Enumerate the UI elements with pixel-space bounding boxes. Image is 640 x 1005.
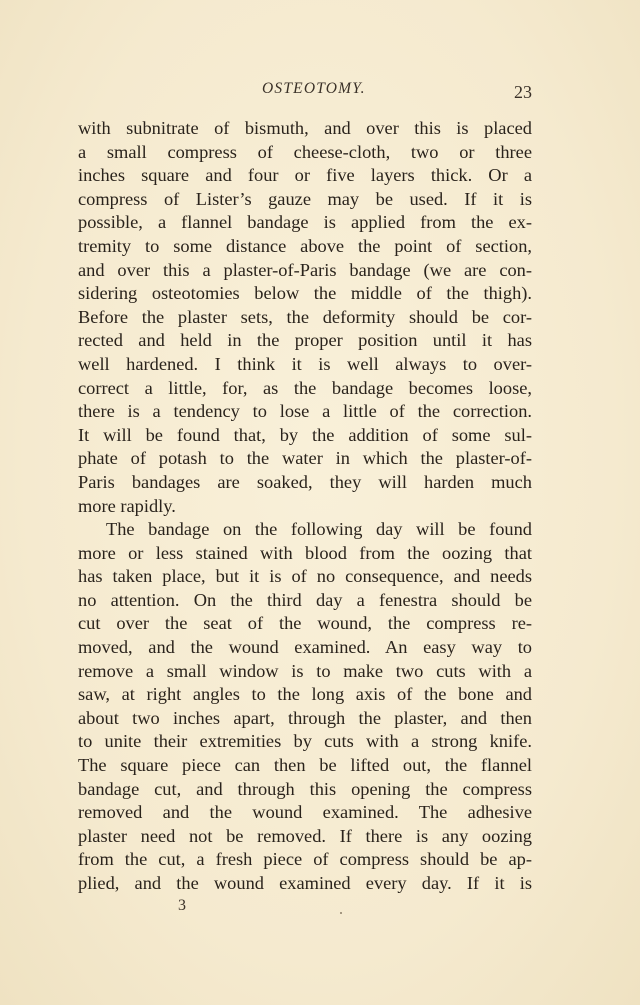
paper-speck bbox=[340, 912, 342, 914]
paragraph-start-line: The bandage on the following day will be found bbox=[106, 519, 532, 540]
text-line: It will be found that, by the addition of some sul- bbox=[78, 424, 532, 445]
text-line: cut over the seat of the wound, the compress re- bbox=[78, 613, 532, 634]
text-line: about two inches apart, through the plaster, and then bbox=[78, 707, 532, 728]
text-line: The square piece can then be lifted out, the flannel bbox=[78, 755, 532, 776]
text-line: compress of Lister’s gauze may be used. If it is bbox=[78, 188, 532, 209]
text-line: a small compress of cheese-cloth, two or three bbox=[78, 141, 532, 162]
text-line: moved, and the wound examined. An easy way to bbox=[78, 637, 532, 658]
text-line: Paris bandages are soaked, they will harden much bbox=[78, 471, 532, 492]
text-line: from the cut, a fresh piece of compress should be ap- bbox=[78, 849, 532, 870]
page-number: 23 bbox=[514, 82, 532, 102]
text-line: to unite their extremities by cuts with a strong knife. bbox=[78, 731, 532, 752]
text-line: has taken place, but it is of no consequence, and needs bbox=[78, 566, 532, 587]
running-title: OSTEOTOMY. bbox=[262, 80, 366, 97]
text-line: plaster need not be removed. If there is any oozing bbox=[78, 825, 532, 846]
text-line: there is a tendency to lose a little of the correction. bbox=[78, 401, 532, 422]
text-line: with subnitrate of bismuth, and over this is placed bbox=[78, 118, 532, 138]
text-line: rected and held in the proper position until it has bbox=[78, 330, 532, 351]
paragraph-end-line: more rapidly. bbox=[78, 495, 176, 516]
text-line: correct a little, for, as the bandage becomes loose, bbox=[78, 377, 532, 398]
text-line: saw, at right angles to the long axis of the bone and bbox=[78, 684, 532, 705]
text-line: Before the plaster sets, the deformity should be cor- bbox=[78, 306, 532, 327]
running-head bbox=[0, 78, 640, 104]
text-line: well hardened. I think it is well always to over- bbox=[78, 353, 532, 374]
text-line: tremity to some distance above the point of section, bbox=[78, 235, 532, 256]
text-line: removed and the wound examined. The adhesive bbox=[78, 802, 532, 823]
text-line: bandage cut, and through this opening the compress bbox=[78, 778, 532, 799]
text-line: sidering osteotomies below the middle of the thigh). bbox=[78, 283, 532, 304]
body-text bbox=[78, 117, 532, 896]
text-line: inches square and four or five layers thick. Or a bbox=[78, 165, 532, 186]
text-line: more or less stained with blood from the oozing that bbox=[78, 542, 532, 563]
signature-mark: 3 bbox=[178, 897, 186, 914]
text-line: plied, and the wound examined every day. If it is bbox=[78, 873, 532, 893]
text-line: no attention. On the third day a fenestra should be bbox=[78, 589, 532, 610]
text-line: phate of potash to the water in which the plaster-of- bbox=[78, 448, 532, 469]
text-line: and over this a plaster-of-Paris bandage (we are con- bbox=[78, 259, 532, 280]
text-line: possible, a flannel bandage is applied from the ex- bbox=[78, 212, 532, 233]
text-line: remove a small window is to make two cuts with a bbox=[78, 660, 532, 681]
